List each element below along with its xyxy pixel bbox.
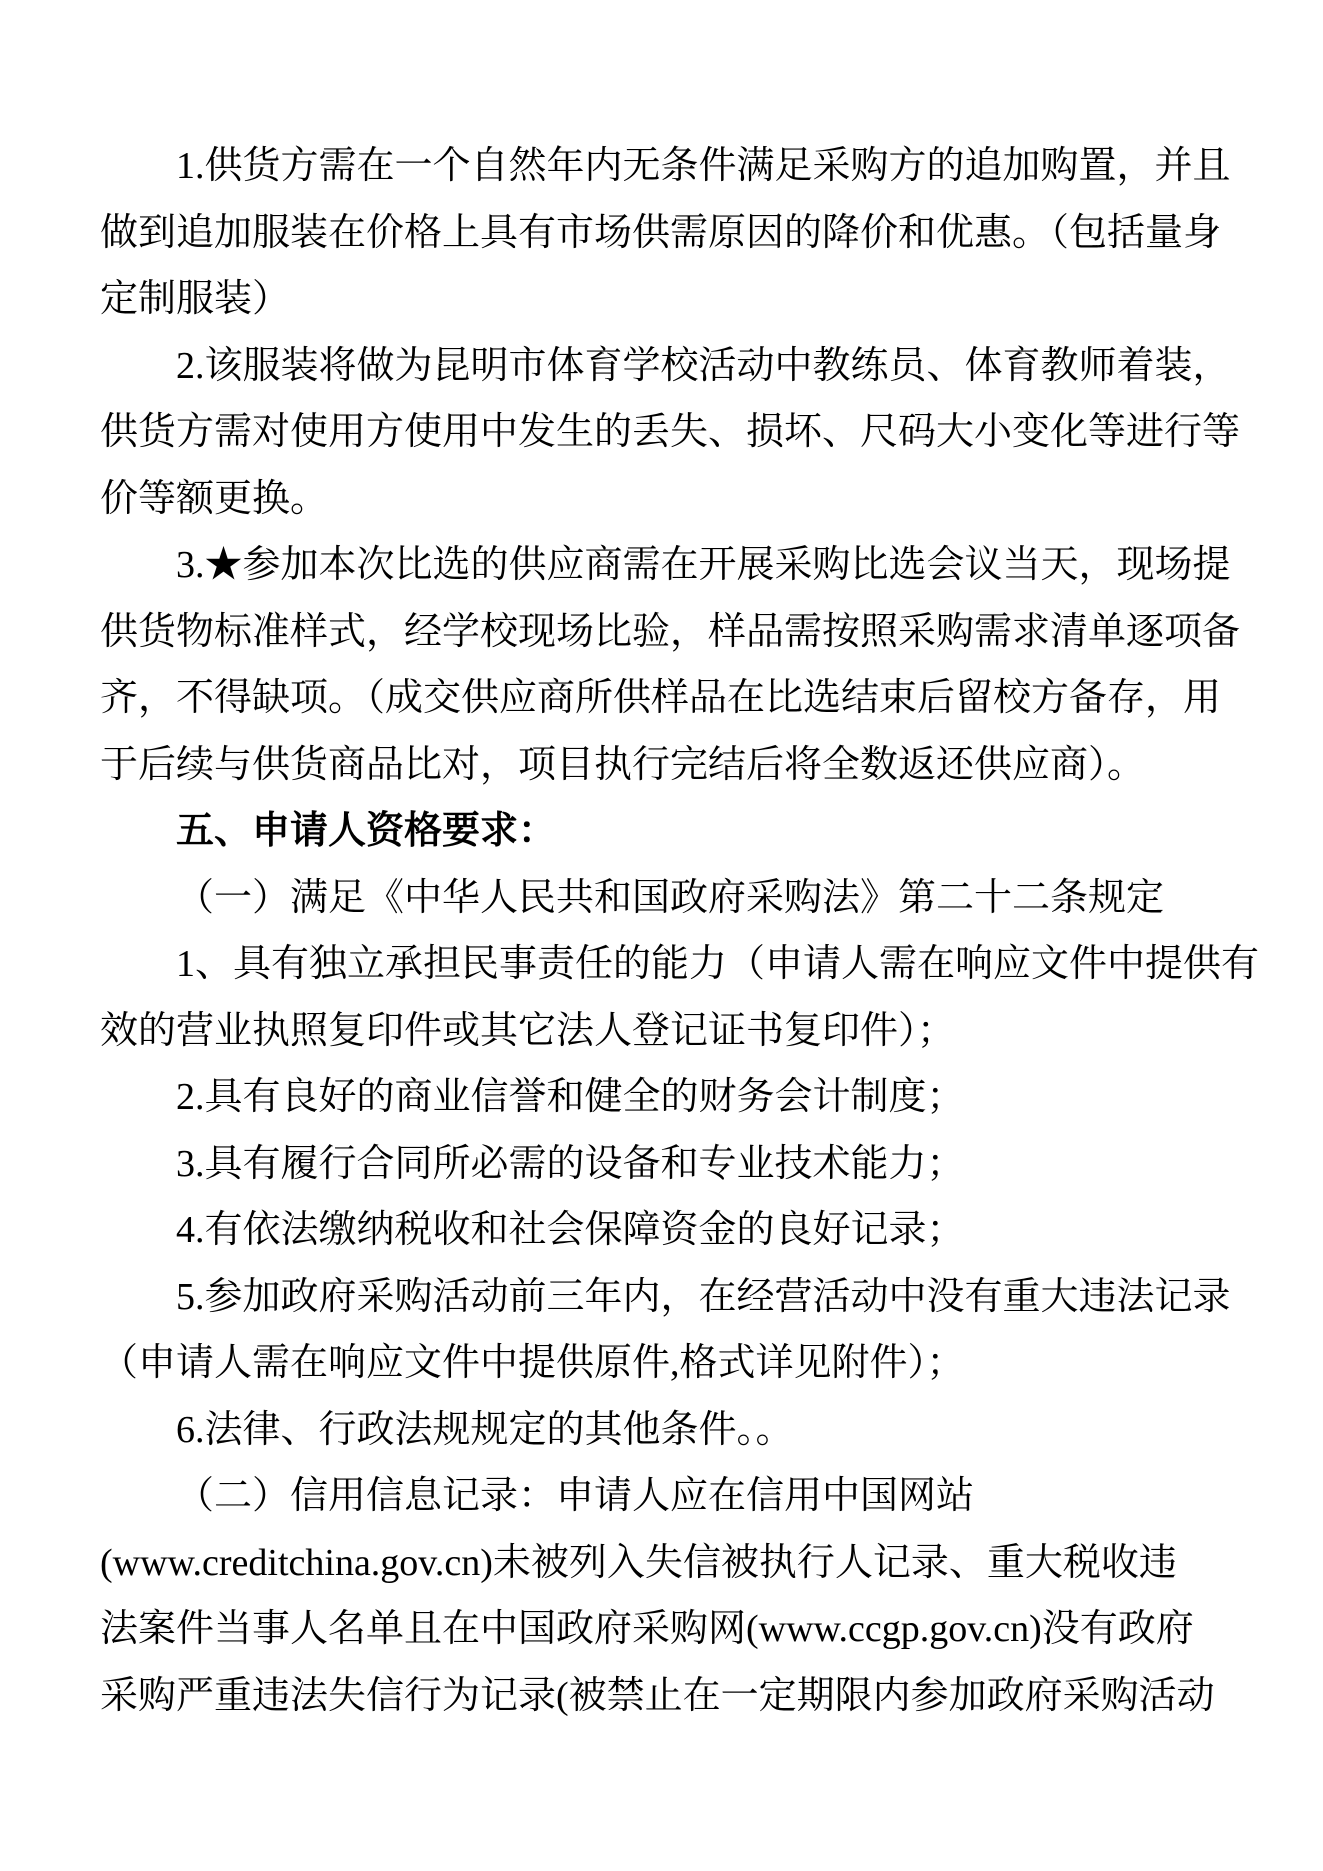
document-line: 供货方需对使用方使用中发生的丢失、损坏、尺码大小变化等进行等 [100,411,1241,453]
paragraph [100,1463,1237,1729]
document-line: 3.具有履行合同所必需的设备和专业技术能力； [176,1142,965,1185]
document-line: 2.该服装将做为昆明市体育学校活动中教练员、体育教师着装， [176,344,1231,387]
document-line: （一）满足《中华人民共和国政府采购法》第二十二条规定 [176,876,1165,919]
section-heading: 五、申请人资格要求： [176,810,557,852]
document-line: 效的营业执照复印件或其它法人登记证书复印件）； [100,1009,956,1052]
paragraph [100,931,1260,1064]
document-line: 于后续与供货商品比对，项目执行完结后将全数返还供应商）。 [100,743,1146,786]
document-line: 价等额更换。 [100,477,329,520]
document-line: 齐，不得缺项。（成交供应商所供样品在比选结束后留校方备存，用 [100,677,1222,719]
document-line: 1、具有独立承担民事责任的能力（申请人需在响应文件中提供有 [176,943,1260,985]
document-line: 2.具有良好的商业信誉和健全的财务会计制度； [176,1076,965,1118]
document-line: 3.★参加本次比选的供应商需在开展采购比选会议当天，现场提 [176,544,1231,586]
paragraph [100,1131,1237,1198]
document-line: 法案件当事人名单且在中国政府采购网(www.ccgp.gov.cn)没有政府 [100,1608,1194,1650]
document-line: 定制服装） [100,278,291,320]
document-line: 采购严重违法失信行为记录(被禁止在一定期限内参加政府采购活动 [100,1674,1215,1717]
document-line: （二）信用信息记录：申请人应在信用中国网站 [176,1475,975,1517]
paragraph [100,1064,1237,1131]
document-line: （申请人需在响应文件中提供原件,格式详见附件）； [100,1342,965,1384]
document-line: 供货物标准样式，经学校现场比验，样品需按照采购需求清单逐项备 [100,610,1241,653]
paragraph [100,532,1241,798]
document-line: 4.有依法缴纳税收和社会保障资金的良好记录； [176,1209,965,1251]
paragraph [100,798,1237,865]
document-line: 6.法律、行政法规规定的其他条件。。 [176,1408,794,1451]
document-line: (www.creditchina.gov.cn)未被列入失信被执行人记录、重大税收违 [100,1541,1177,1584]
paragraph [100,865,1237,932]
document-line: 1.供货方需在一个自然年内无条件满足采购方的追加购置，并且 [176,145,1231,187]
paragraph [100,1397,1237,1464]
document-line: 5.参加政府采购活动前三年内，在经营活动中没有重大违法记录 [176,1275,1231,1318]
paragraph [100,333,1241,533]
document-line: 做到追加服装在价格上具有市场供需原因的降价和优惠。（包括量身 [100,211,1222,254]
paragraph [100,133,1237,333]
paragraph [100,1197,1237,1264]
paragraph [100,1264,1237,1397]
